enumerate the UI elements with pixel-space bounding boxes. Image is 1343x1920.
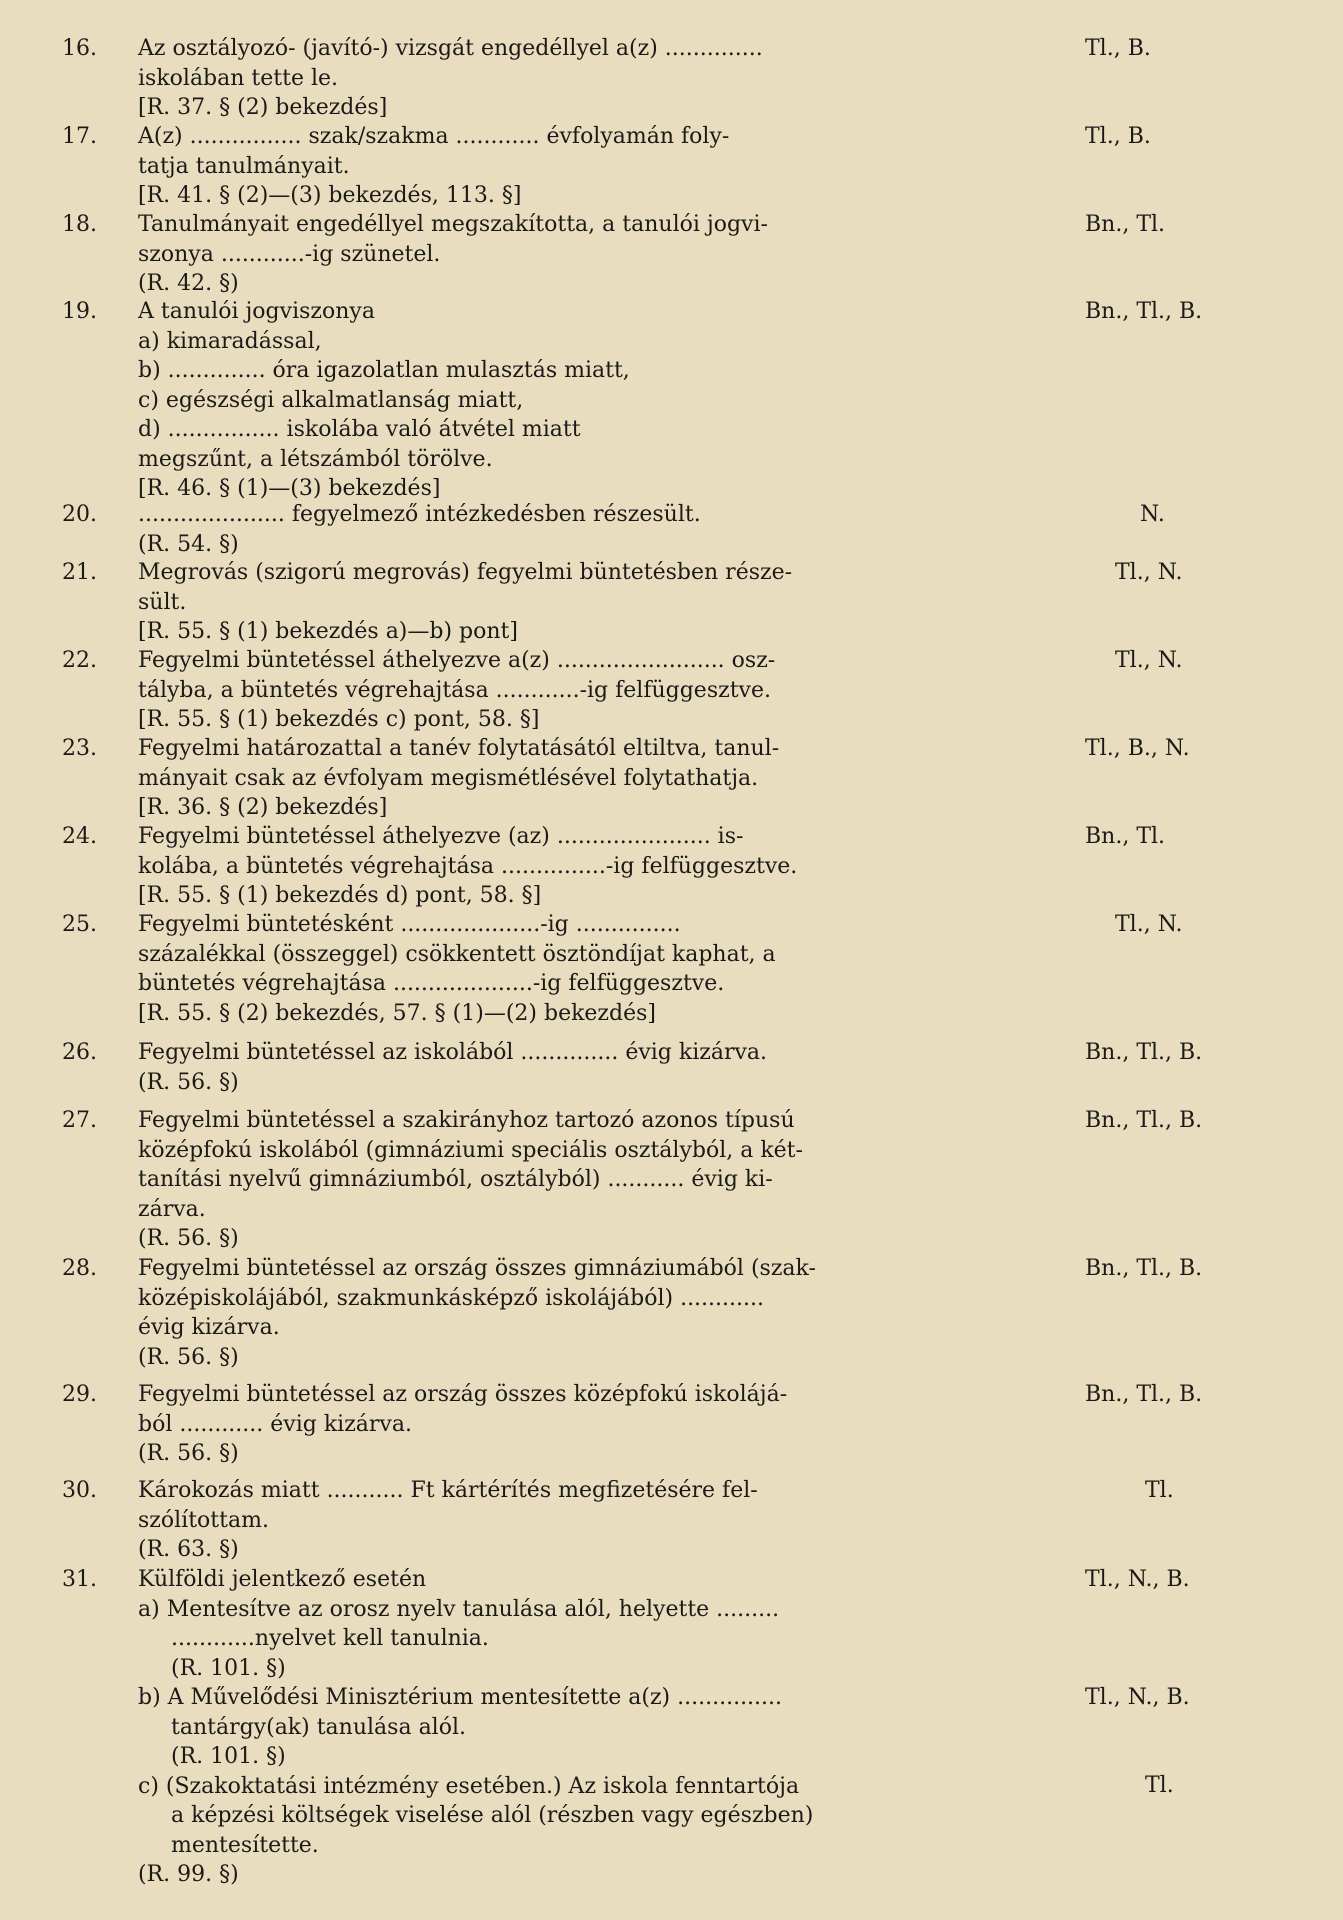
entry-text (138, 1565, 938, 1890)
legal-reference: [R. 37. § (2) bekezdés] (138, 95, 388, 120)
entry-number: 19. (62, 299, 97, 324)
entry-line: középfokú iskolából (gimnáziumi speciális osztályból, a két- (138, 1137, 803, 1163)
entry-number: 18. (62, 212, 97, 237)
entry-codes: Tl., B. (1085, 124, 1151, 149)
legal-reference: (R. 56. §) (138, 1226, 239, 1251)
entry-number: 17. (62, 124, 97, 149)
entry-line: Fegyelmi büntetéssel áthelyezve a(z) ........................ osz- (138, 648, 776, 673)
entry-number: 25. (62, 912, 97, 937)
entry-line: megszűnt, a létszámból törölve. (138, 446, 493, 472)
entry-number: 30. (62, 1478, 97, 1503)
entry-line: a) kimaradással, (138, 328, 322, 354)
entry-codes: Tl., B., N. (1085, 736, 1190, 761)
entry-line: A tanulói jogviszonya (138, 299, 375, 324)
entry-line: Tanulmányait engedéllyel megszakította, a tanulói jogvi- (138, 212, 768, 237)
entry-line: szólítottam. (138, 1507, 269, 1533)
entry-codes: Tl., N. (1115, 912, 1183, 937)
entry-number: 21. (62, 560, 97, 585)
entry-line: ból ............ évig kizárva. (138, 1411, 412, 1437)
entry-line: évig kizárva. (138, 1315, 280, 1340)
legal-reference: [R. 36. § (2) bekezdés] (138, 795, 388, 820)
entry-line: mányait csak az évfolyam megismétlésével folytathatja. (138, 765, 759, 791)
entry-codes: Tl. (1145, 1478, 1174, 1503)
entry-number: 28. (62, 1256, 97, 1281)
entry-line: Fegyelmi határozattal a tanév folytatásától eltiltva, tanul- (138, 736, 780, 761)
entry-codes: Bn., Tl. (1085, 212, 1166, 237)
entry-codes: Bn., Tl. (1085, 824, 1166, 849)
legal-reference: [R. 41. § (2)—(3) bekezdés, 113. §] (138, 183, 522, 208)
entry-number: 22. (62, 648, 97, 673)
entry-codes: Tl., B. (1085, 36, 1151, 61)
legal-reference: (R. 56. §) (138, 1441, 239, 1466)
entry-text (138, 822, 938, 911)
entry-line: b) A Művelődési Minisztérium mentesítette a(z) ............... (138, 1685, 783, 1710)
entry-text (138, 122, 938, 211)
entry-codes-b: Tl., N., B. (1085, 1685, 1190, 1710)
entry-line: Fegyelmi büntetéssel áthelyezve (az) ...................... is- (138, 824, 744, 849)
entry-line: a képzési költségek viselése alól (részben vagy egészben) (171, 1803, 814, 1828)
entry-line: Külföldi jelentkező esetén (138, 1567, 427, 1592)
entry-codes: Tl., N. (1115, 560, 1183, 585)
entry-number: 20. (62, 502, 97, 527)
entry-text (138, 1254, 938, 1372)
entry-line: c) (Szakoktatási intézmény esetében.) Az iskola fenntartója (138, 1773, 800, 1799)
entry-line: mentesítette. (171, 1832, 319, 1858)
entry-line: c) egészségi alkalmatlanság miatt, (138, 387, 524, 413)
legal-reference: (R. 101. §) (171, 1744, 286, 1769)
entry-text (138, 34, 938, 123)
entry-line: Fegyelmi büntetéssel az ország összes középfokú iskolájá- (138, 1382, 788, 1407)
entry-number: 16. (62, 36, 97, 61)
entry-number: 31. (62, 1567, 97, 1592)
entry-line: tantárgy(ak) tanulása alól. (171, 1714, 466, 1740)
entry-codes-c: Tl. (1145, 1773, 1174, 1798)
entry-line: középiskolájából, szakmunkásképző iskolájából) ............ (138, 1285, 764, 1311)
entry-number: 27. (62, 1108, 97, 1133)
legal-reference: [R. 55. § (1) bekezdés a)—b) pont] (138, 619, 518, 644)
entry-codes: Bn., Tl., B. (1085, 1040, 1203, 1065)
entry-codes: Bn., Tl., B. (1085, 1108, 1203, 1133)
legal-reference: [R. 46. § (1)—(3) bekezdés] (138, 476, 441, 501)
legal-reference: [R. 55. § (1) bekezdés c) pont, 58. §] (138, 707, 540, 732)
entry-text (138, 1038, 938, 1097)
entry-text (138, 500, 938, 559)
legal-reference: (R. 56. §) (138, 1344, 239, 1370)
entry-text (138, 734, 938, 823)
legal-reference: (R. 99. §) (138, 1862, 239, 1887)
entry-line: b) .............. óra igazolatlan mulasztás miatt, (138, 358, 630, 383)
entry-number: 29. (62, 1382, 97, 1407)
entry-line: iskolában tette le. (138, 65, 339, 91)
entry-line: tanítási nyelvű gimnáziumból, osztályból) ........... évig ki- (138, 1167, 773, 1192)
entry-number: 24. (62, 824, 97, 849)
legal-reference: (R. 54. §) (138, 531, 239, 557)
legal-reference: (R. 42. §) (138, 271, 239, 296)
entry-text (138, 646, 938, 735)
legal-reference: [R. 55. § (1) bekezdés d) pont, 58. §] (138, 883, 542, 908)
entry-line: a) Mentesítve az orosz nyelv tanulása alól, helyette ......... (138, 1596, 780, 1622)
entry-line: büntetés végrehajtása ....................-ig felfüggesztve. (138, 971, 725, 996)
entry-codes: Bn., Tl., B. (1085, 1256, 1203, 1281)
entry-line: sült. (138, 589, 187, 615)
entry-text (138, 558, 938, 647)
entry-line: tályba, a büntetés végrehajtása ............-ig felfüggesztve. (138, 677, 771, 703)
entry-text (138, 297, 938, 504)
entry-number: 26. (62, 1040, 97, 1065)
legal-reference: (R. 101. §) (171, 1655, 286, 1681)
entry-line: zárva. (138, 1196, 206, 1222)
entry-number: 23. (62, 736, 97, 761)
entry-text (138, 210, 938, 299)
entry-line: Megrovás (szigorú megrovás) fegyelmi büntetésben része- (138, 560, 793, 585)
entry-codes: N. (1140, 502, 1165, 527)
entry-line: ..................... fegyelmező intézkedésben részesült. (138, 502, 701, 527)
entry-line: Az osztályozó- (javító-) vizsgát engedéllyel a(z) .............. (138, 36, 763, 61)
entry-line: Fegyelmi büntetésként ....................-ig ............... (138, 912, 681, 937)
entry-line: Károkozás miatt ........... Ft kártérítés megfizetésére fel- (138, 1478, 758, 1503)
entry-text (138, 910, 938, 1028)
entry-line: d) ................ iskolába való átvétel miatt (138, 417, 581, 442)
entry-line: Fegyelmi büntetéssel az iskolából .............. évig kizárva. (138, 1040, 768, 1065)
entry-line: Fegyelmi büntetéssel az ország összes gimnáziumából (szak- (138, 1256, 816, 1281)
entry-text (138, 1106, 938, 1254)
entry-codes: Bn., Tl., B. (1085, 299, 1203, 324)
entry-codes: Tl., N., B. (1085, 1567, 1190, 1592)
entry-line: Fegyelmi büntetéssel a szakirányhoz tartozó azonos típusú (138, 1108, 795, 1133)
entry-line: kolába, a büntetés végrehajtása ...............-ig felfüggesztve. (138, 853, 798, 879)
entry-text (138, 1380, 938, 1469)
entry-line: szonya ............-ig szünetel. (138, 241, 441, 267)
entry-codes: Tl., N. (1115, 648, 1183, 673)
legal-reference: (R. 56. §) (138, 1069, 239, 1095)
entry-line: százalékkal (összeggel) csökkentett ösztöndíjat kaphat, a (138, 941, 776, 967)
entry-line: ............nyelvet kell tanulnia. (171, 1626, 489, 1651)
legal-reference: (R. 63. §) (138, 1537, 239, 1562)
entry-text (138, 1476, 938, 1565)
entry-line: tatja tanulmányait. (138, 153, 350, 179)
legal-reference: [R. 55. § (2) bekezdés, 57. § (1)—(2) bekezdés] (138, 1000, 656, 1026)
entry-codes: Bn., Tl., B. (1085, 1382, 1203, 1407)
entry-line: A(z) ................ szak/szakma ............ évfolyamán foly- (138, 124, 730, 149)
